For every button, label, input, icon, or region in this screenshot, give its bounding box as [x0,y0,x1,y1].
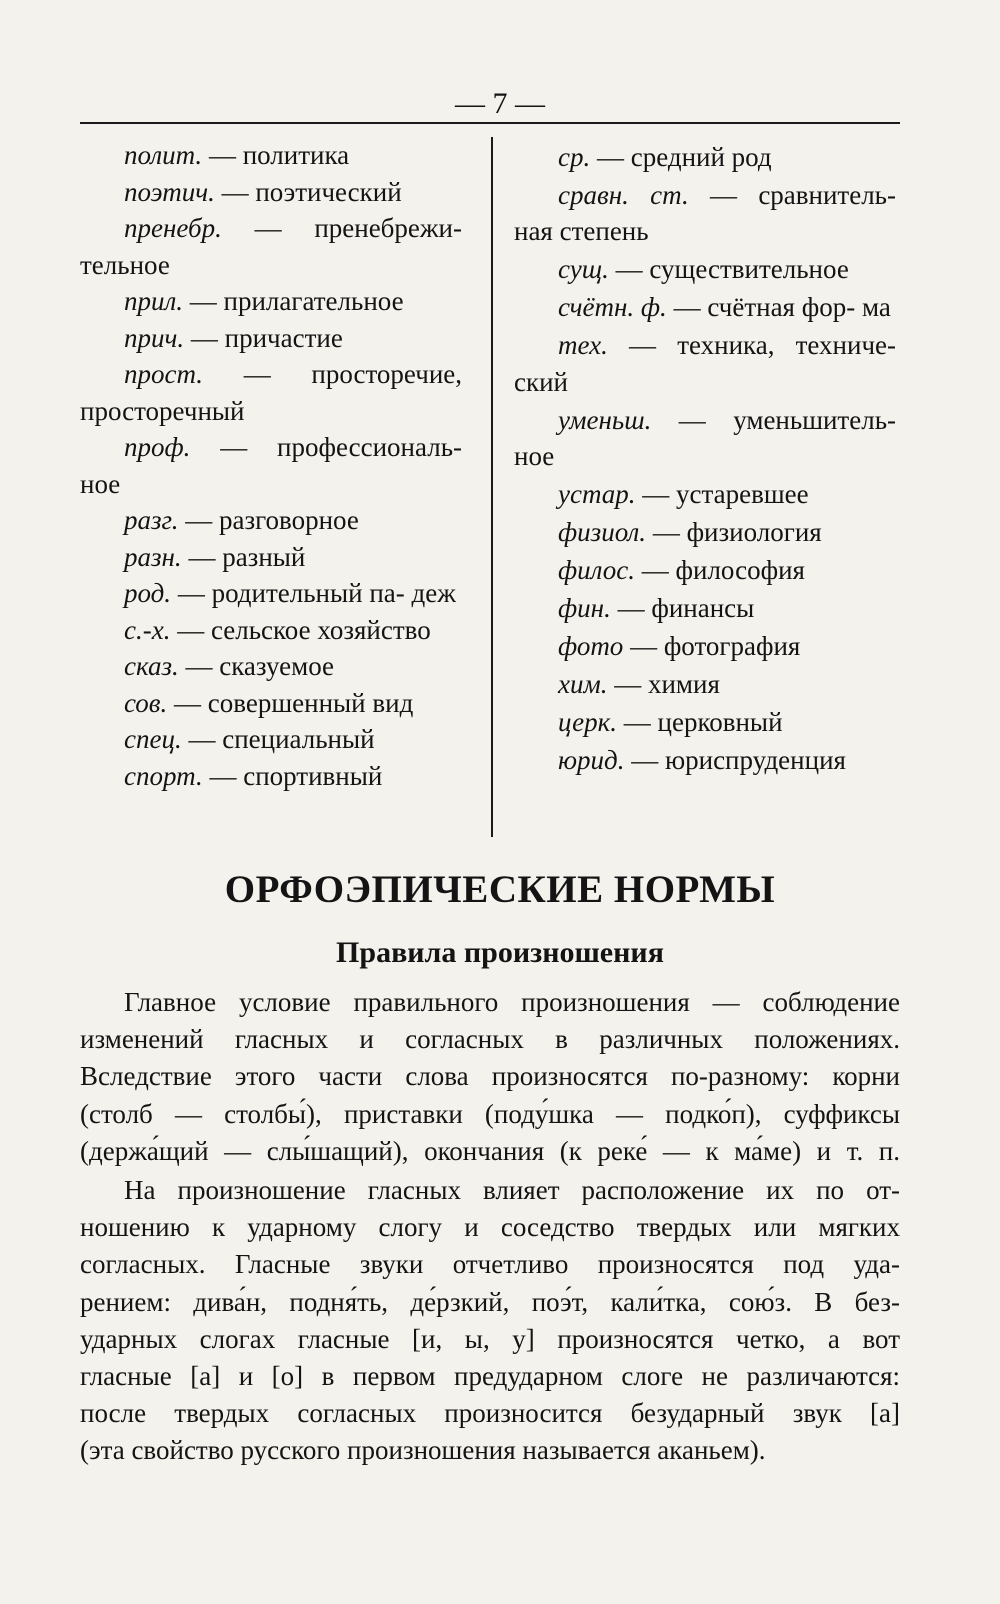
definition: — совершенный вид [167,687,414,718]
definition: — философия [635,555,805,585]
definition: — специальный [181,724,375,754]
abbreviation: сущ. [558,254,609,284]
abbreviation: тех. [558,330,608,360]
definition: — пренебрежи- тельное [80,213,462,280]
text-line: рением: дива́н, подня́ть, де́рзкий, поэ́т, кали́тка, сою́з. В без- [80,1286,900,1317]
definition: — просторечие, просторечный [80,359,462,426]
text-line: (столб — столбы́), приставки (поду́шка — подко́п), суффиксы [80,1098,900,1129]
abbreviation-entry [514,514,896,551]
body-paragraph-2 [80,1172,900,1470]
abbreviation-entry [514,666,896,703]
definition: — родительный па- деж [171,578,456,608]
abbreviation-entry [80,502,462,539]
abbreviation: прост. [124,359,204,389]
abbreviation: устар. [558,479,636,509]
abbreviation-entry [514,476,896,513]
definition: — уменьшитель- ное [514,404,896,471]
column-divider [491,137,493,837]
definition: — причастие [184,322,343,353]
definition: — химия [607,669,720,699]
abbreviation-entry [514,742,896,779]
abbreviation-entry [80,210,462,283]
definition: — юриспруденция [624,745,846,775]
text-line: Главное условие правильного произношения — соблюдение [124,987,900,1017]
abbreviation-entry [514,251,896,288]
abbreviation-entry [80,721,462,758]
text-line: ударных слогах гласные [и, ы, у] произносятся четко, а вот [80,1323,900,1354]
abbreviation: разг. [124,505,179,535]
definition: — поэтический [214,176,402,207]
definition: — церковный [617,707,783,737]
definition: — прилагательное [183,286,404,316]
definition: — фотография [623,631,801,661]
abbreviation: пренебр. [124,213,222,243]
text-line: ношению к ударному слогу и соседство твердых или мягких [80,1212,900,1243]
definition: — счётная фор- ма [666,292,891,322]
abbreviation: филос. [558,555,636,585]
abbreviation: церк. [558,707,618,737]
abbreviation-entry [80,283,462,320]
abbreviation-entry [80,539,462,576]
abbreviation: физиол. [558,517,647,547]
abbreviations-left-column [80,137,462,794]
definition: — средний род [590,141,772,172]
definition: — техника, техниче- ский [514,330,896,397]
definition: — политика [202,140,350,170]
abbreviation: сравн. ст. [558,179,689,210]
definition: — сравнитель- ная степень [514,179,896,246]
abbreviation-entry [80,137,462,174]
abbreviation: ср. [558,141,591,172]
abbreviation-entry [514,704,896,741]
abbreviation-entry [514,327,896,400]
section-title: ОРФОЭПИЧЕСКИЕ НОРМЫ [224,868,776,911]
text-line: Вследствие этого части слова произносятся по-разному: корни [80,1061,900,1092]
abbreviation: разн. [124,541,182,572]
abbreviation: прич. [124,322,185,353]
definition: — физиология [646,517,822,547]
definition: — спортивный [202,760,383,791]
abbreviation-entry [80,356,462,429]
abbreviation: уменьш. [558,404,652,435]
abbreviation: хим. [558,669,608,699]
abbreviation-entry [514,552,896,589]
body-paragraph-1 [80,984,900,1170]
abbreviation-entry [80,320,462,357]
text-line: На произношение гласных влияет расположение их по от- [124,1175,900,1205]
page-number: — 7 — [455,87,545,120]
abbreviation: спорт. [124,760,203,791]
definition: — профессиональ- ное [80,432,462,499]
abbreviation: прил. [124,286,184,316]
text-line: гласные [а] и [о] в первом предударном слоге не различаются: [80,1361,900,1392]
abbreviation: спец. [124,724,182,754]
abbreviation: с.-х. [124,614,171,645]
subsection-title: Правила произношения [336,936,664,969]
definition: — сказуемое [178,651,335,681]
abbreviation-entry [514,402,896,475]
abbreviation: счётн. ф. [558,292,667,322]
definition: — разговорное [178,505,359,535]
definition: — сельское хозяйство [170,614,431,645]
header-rule [80,122,900,124]
text-line: после твердых согласных произносится безударный звук [а] [80,1398,900,1429]
abbreviation: поэтич. [124,176,215,207]
definition: — существительное [608,254,849,284]
abbreviation: сов. [124,687,168,718]
text-line: изменений гласных и согласных в различных положениях. [80,1024,900,1055]
abbreviation-entry [514,590,896,627]
abbreviation-entry [514,139,896,176]
abbreviation-entry [514,177,896,250]
abbreviation-entry [80,429,462,502]
abbreviation-entry [80,612,462,649]
text-line: (держа́щий — слы́шащий), окончания (к реке́ — к ма́ме) и т. п. [80,1135,900,1166]
abbreviation: фин. [558,593,611,623]
abbreviation: фото [558,631,624,661]
abbreviation: сказ. [124,651,179,681]
abbreviation: полит. [124,140,203,170]
abbreviation-entry [80,685,462,722]
definition: — устаревшее [635,479,809,509]
abbreviation-entry [514,628,896,665]
definition: — разный [181,541,306,572]
text-line: согласных. Гласные звуки отчетливо произносятся под уда- [80,1249,900,1280]
abbreviations-right-column [514,137,896,779]
definition: — финансы [610,593,755,623]
abbreviation-entry [80,758,462,795]
abbreviation-entry [514,289,896,326]
text-line: (эта свойство русского произношения называется аканьем). [80,1435,766,1466]
abbreviation-entry [80,575,462,612]
abbreviation-entry [80,648,462,685]
abbreviation: юрид. [558,745,625,775]
abbreviation-entry [80,174,462,211]
abbreviation: проф. [124,432,191,462]
abbreviation: род. [124,578,172,608]
